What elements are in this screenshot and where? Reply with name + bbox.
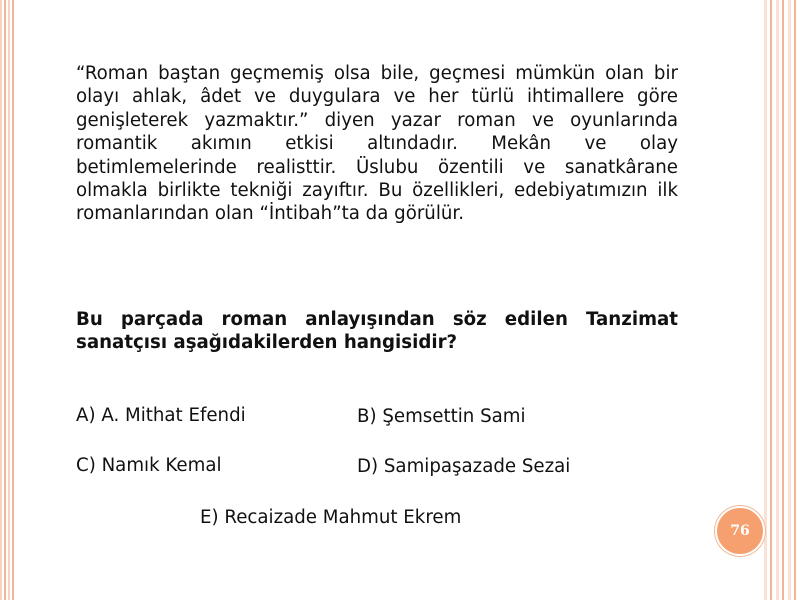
- right-decorative-border: [764, 0, 800, 600]
- page-number-badge: [715, 506, 765, 556]
- option-d: D) Samipaşazade Sezai: [357, 456, 571, 477]
- question-text: Bu parçada roman anlayışından söz edilen Tanzimat sanatçısı aşağıdakilerden hangisidir?: [76, 309, 678, 354]
- left-decorative-border: [0, 0, 14, 600]
- page-number: 76: [730, 523, 750, 539]
- passage-text: [76, 62, 678, 226]
- passage-paragraph: “Roman baştan geçmemiş olsa bile, geçmesi mümkün olan bir olayı ahlak, âdet ve duygulara ve her türlü ihtimallere göre genişleterek yazmaktır.” diyen yazar roman ve oyunlarında romantik akımın etkisi altındadır. Mekân ve olay betimlemelerinde realisttir. Üslubu özentili ve sanatkârane olmakla birlikte tekniği zayıftır. Bu özellikleri, edebiyatımızın ilk romanlarından olan “İntibah”ta da görülür.: [76, 63, 678, 225]
- option-b: B) Şemsettin Sami: [357, 406, 526, 427]
- option-a: A) A. Mithat Efendi: [76, 405, 246, 426]
- option-c: C) Namık Kemal: [76, 455, 222, 476]
- option-e: E) Recaizade Mahmut Ekrem: [200, 507, 462, 528]
